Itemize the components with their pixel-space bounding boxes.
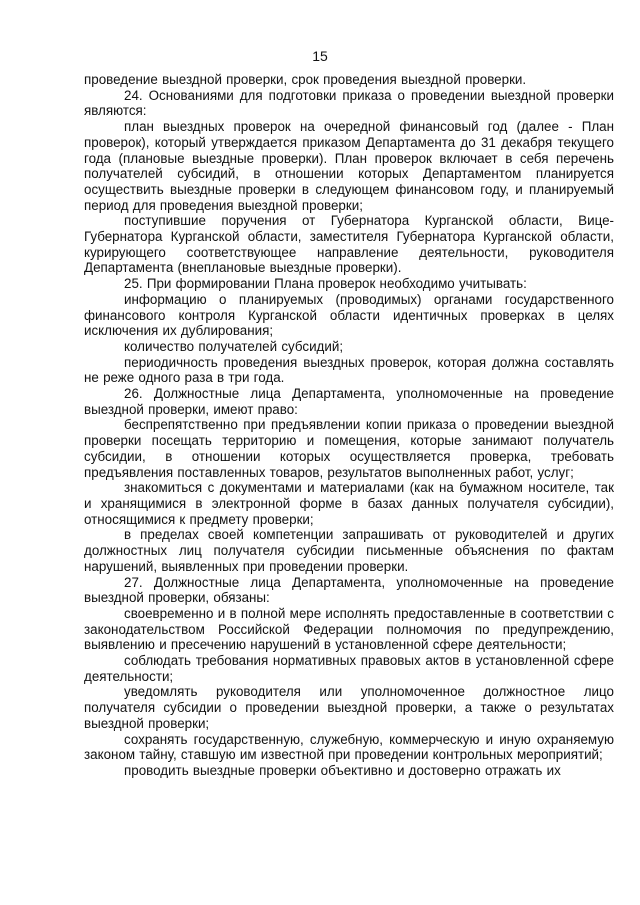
page-number: 15 <box>312 48 328 64</box>
paragraph: 24. Основаниями для подготовки приказа о проведении выездной проверки являются: <box>84 87 614 119</box>
paragraph: сохранять государственную, служебную, коммерческую и иную охраняемую законом тайну, ставшую им известной при проведении контрольных мероприятий; <box>84 731 614 763</box>
document-body <box>84 72 614 779</box>
paragraph: беспрепятственно при предъявлении копии приказа о проведении выездной проверки посещать территорию и помещения, которые занимают получатель субсидии, в отношении которых осуществляется проверка, требовать предъявления поставленных товаров, результатов выполненных работ, услуг; <box>84 417 614 480</box>
paragraph: поступившие поручения от Губернатора Курганской области, Вице-Губернатора Курганской области, заместителя Губернатора Курганской области, курирующего соответствующее направление деятельности, руководителя Департамента (внеплановые выездные проверки). <box>84 213 614 276</box>
paragraph: количество получателей субсидий; <box>124 338 344 354</box>
paragraph: в пределах своей компетенции запрашивать от руководителей и других должностных лиц получателя субсидии письменные объяснения по фактам нарушений, выявленных при проведении проверки. <box>84 527 614 574</box>
paragraph: информацию о планируемых (проводимых) органами государственного финансового контроля Курганской области идентичных проверках в целях исключения их дублирования; <box>84 291 614 339</box>
paragraph: знакомиться с документами и материалами (как на бумажном носителе, так и хранящимися в электронной форме в базах данных получателя субсидии), относящимися к предмету проверки; <box>84 480 614 527</box>
paragraph: проводить выездные проверки объективно и достоверно отражать их <box>124 762 561 778</box>
paragraph: план выездных проверок на очередной финансовый год (далее - План проверок), который утверждается приказом Департамента до 31 декабря текущего года (плановые выездные проверки). План проверок включает в себя перечень получателей субсидий, в отношении которых Департаментом планируется осуществить выездные проверки в следующем финансовом году, и планируемый период для проведения выездной проверки; <box>84 119 614 213</box>
paragraph: соблюдать требования нормативных правовых актов в установленной сфере деятельности; <box>84 653 614 684</box>
paragraph: 27. Должностные лица Департамента, уполномоченные на проведение выездной проверки, обязаны: <box>84 574 614 606</box>
paragraph: 25. При формировании Плана проверок необходимо учитывать: <box>124 276 527 292</box>
paragraph: периодичность проведения выездных проверок, которая должна составлять не реже одного раза в три года. <box>84 354 614 386</box>
paragraph: уведомлять руководителя или уполномоченное должностное лицо получателя субсидии о проведении выездной проверки, а также о результатах выездной проверки; <box>84 684 614 731</box>
paragraph: 26. Должностные лица Департамента, уполномоченные на проведение выездной проверки, имеют право: <box>84 386 614 417</box>
paragraph: своевременно и в полной мере исполнять предоставленные в соответствии с законодательством Российской Федерации полномочия по предупреждению, выявлению и пресечению нарушений в установленной сфере деятельности; <box>84 605 614 653</box>
paragraph: проведение выездной проверки, срок проведения выездной проверки. <box>84 72 527 87</box>
